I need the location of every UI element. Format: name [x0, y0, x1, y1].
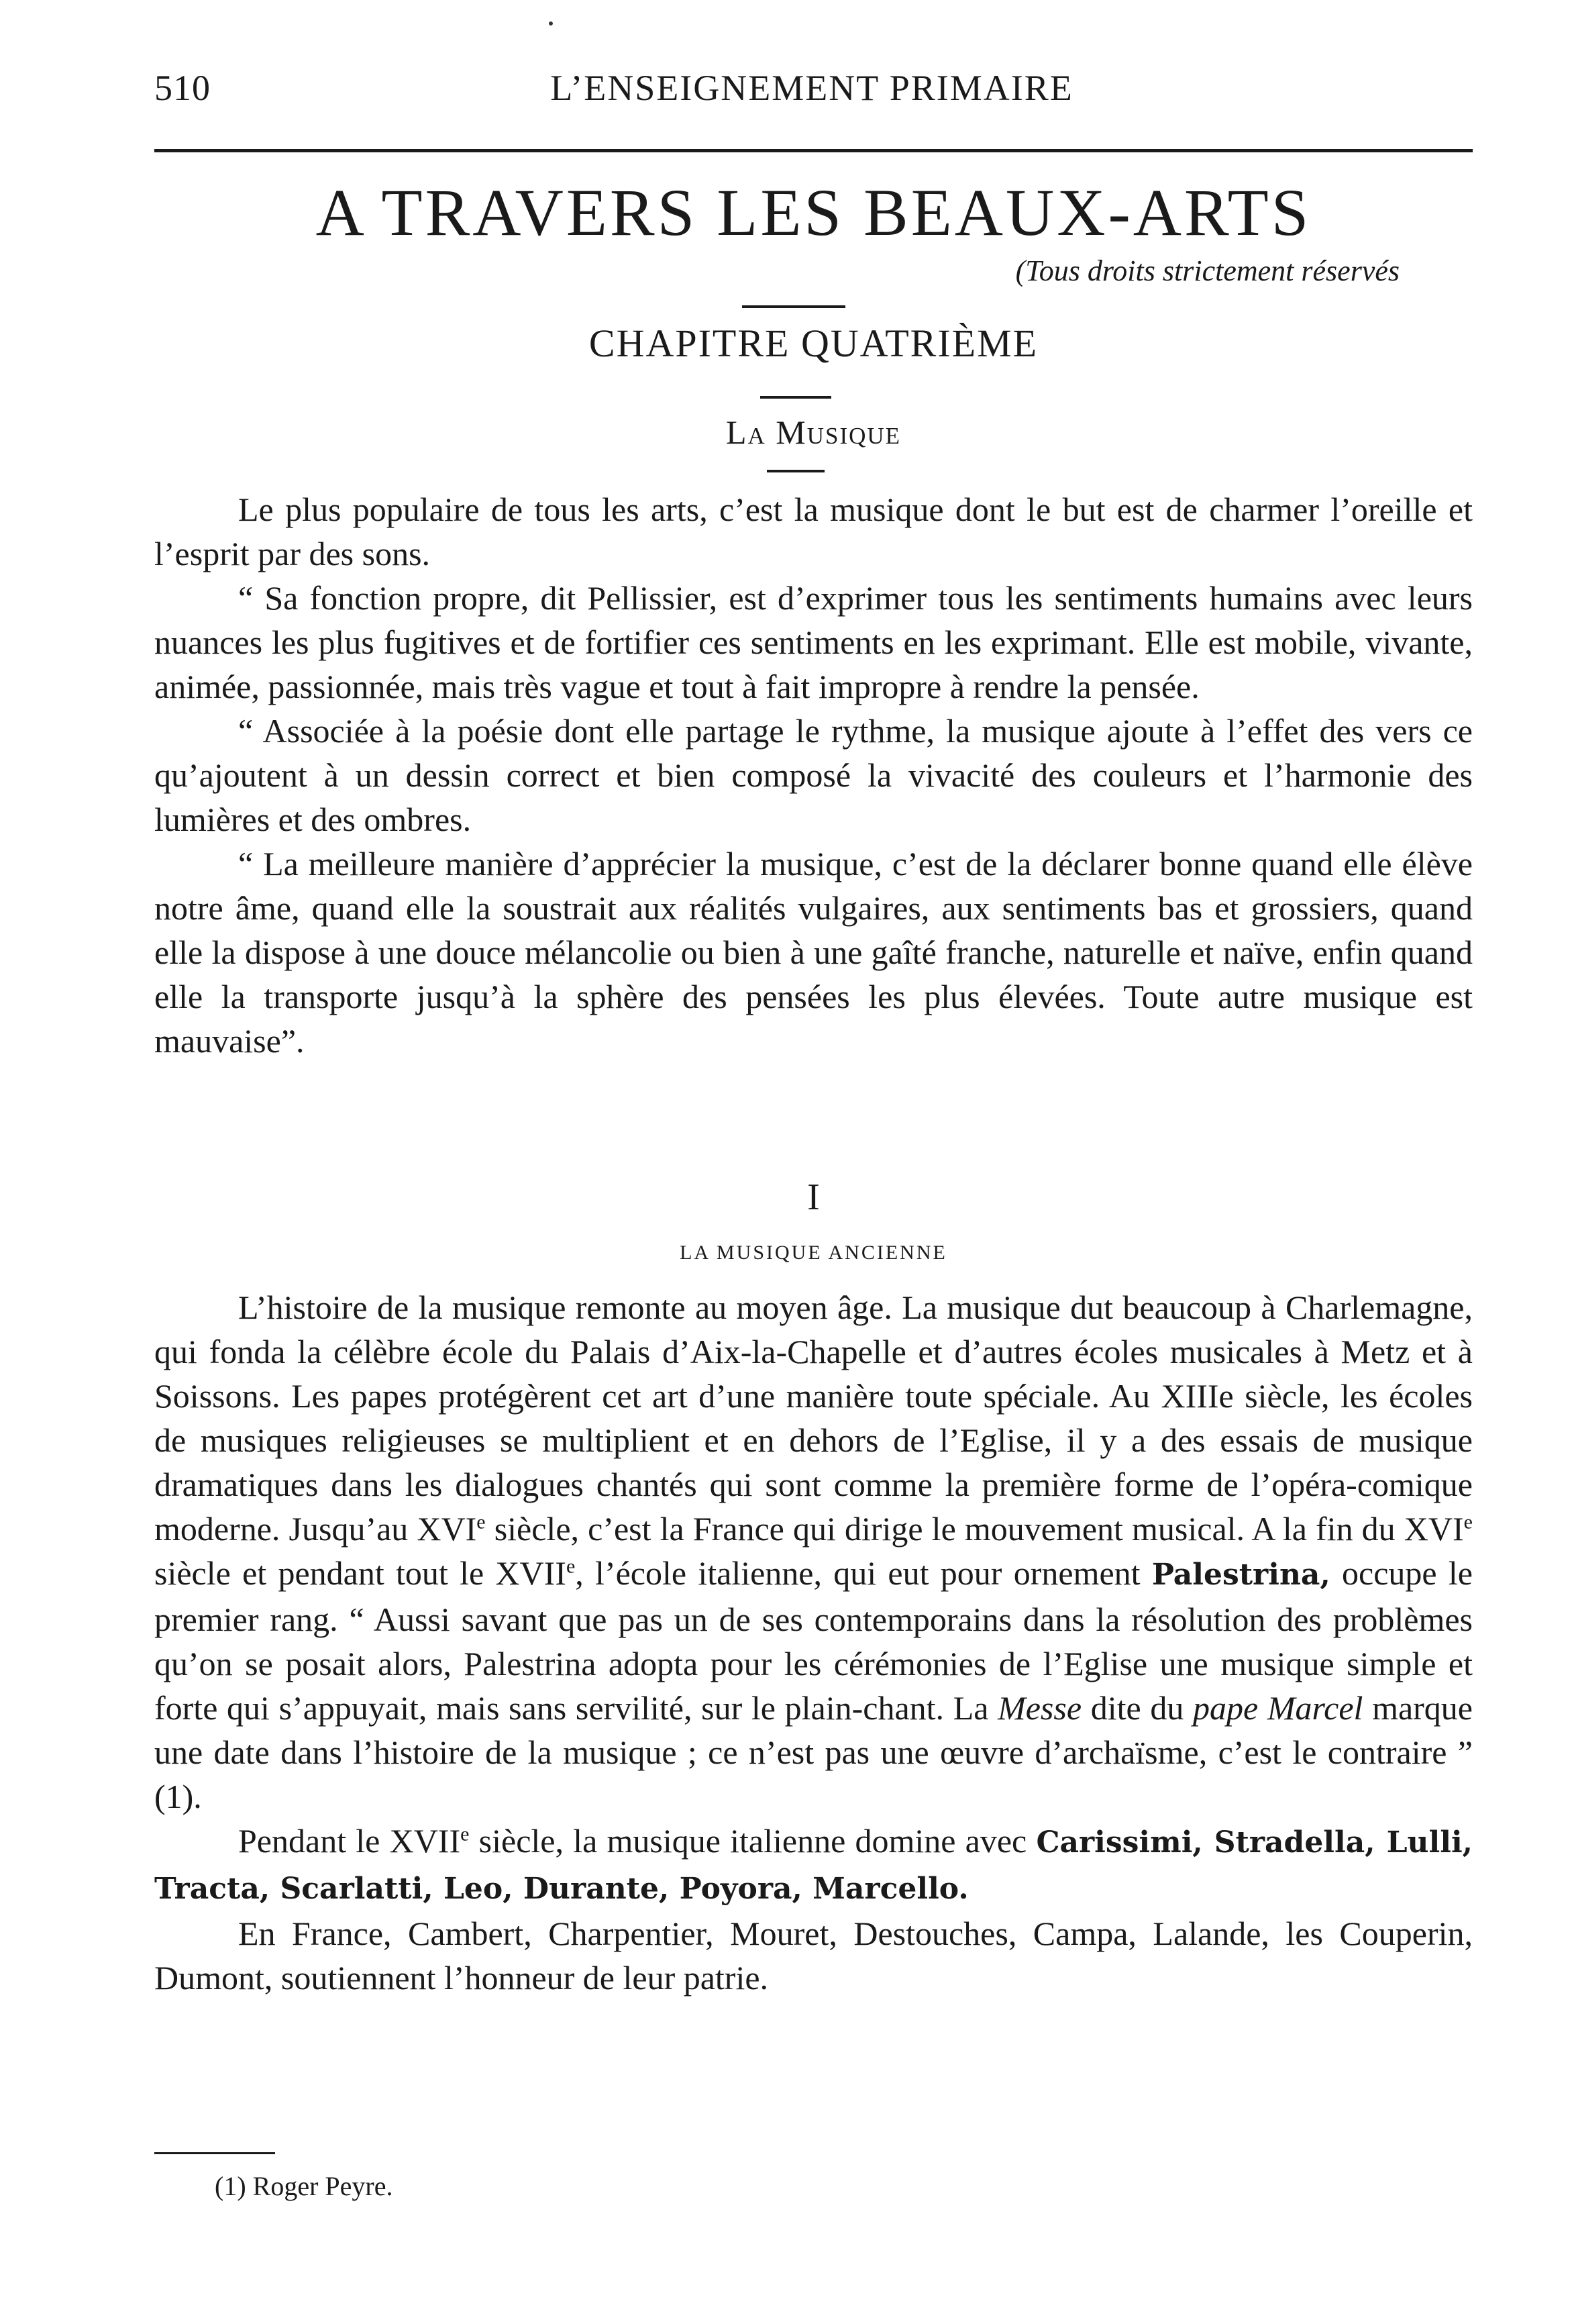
footnote-rule — [154, 2152, 275, 2154]
paragraph: “ La meilleure manière d’apprécier la musique, c’est de la déclarer bonne quand elle élève notre âme, quand elle la soustrait aux réalités vulgaires, aux sentiments bas et grossiers, quand elle la dispose à une douce mélancolie ou bien à une gaîté franche, naturelle et naïve, enfin quand elle la transporte jusqu’à la sphère des pensées les plus élevées. Toute autre musique est mauvaise”. — [154, 845, 1473, 1060]
ink-speck — [549, 21, 553, 26]
history-text — [154, 1285, 1473, 2000]
paragraph: En France, Cambert, Charpentier, Mouret, Destouches, Campa, Lalande, les Couperin, Dumont, soutiennent l’honneur de leur patrie. — [154, 1915, 1473, 1997]
paragraph: Pendant le XVIIe siècle, la musique italienne domine avec Carissimi, Stradella, Lulli, Tracta, Scarlatti, Leo, Durante, Poyora, Marcello. — [154, 1822, 1473, 1906]
header-rule — [154, 149, 1473, 152]
running-title: L’ENSEIGNEMENT PRIMAIRE — [550, 68, 1073, 108]
part-heading: LA MUSIQUE ANCIENNE — [680, 1242, 947, 1264]
work-title: Messe — [998, 1689, 1082, 1727]
composer-list: Carissimi, Stradella, Lulli, Tracta, Scarlatti, Leo, Durante, Poyora, Marcello. — [154, 1825, 1473, 1906]
page-header — [154, 67, 1469, 121]
paragraph: Le plus populaire de tous les arts, c’est la musique dont le but est de charmer l’oreille et l’esprit par des sons. — [154, 491, 1473, 572]
section-divider — [767, 470, 825, 472]
page-number: 510 — [154, 68, 211, 108]
pope-name: pape Marcel — [1193, 1689, 1363, 1727]
chapter-divider — [760, 396, 831, 399]
composer-name: Palestrina, — [1151, 1558, 1330, 1592]
paragraph: “ Associée à la poésie dont elle partage le rythme, la musique ajoute à l’effet des vers ce qu’ajoutent à un dessin correct et bien composé la vivacité des couleurs et l’harmonie des lumières et des ombres. — [154, 712, 1473, 838]
intro-text — [154, 487, 1473, 1063]
paragraph: “ Sa fonction propre, dit Pellissier, est d’exprimer tous les sentiments humains avec leurs nuances les plus fugitives et de fortifier ces sentiments en les exprimant. Elle est mobile, vivante, animée, passionnée, mais très vague et tout à fait impropre à rendre la pensée. — [154, 579, 1473, 705]
rights-notice: (Tous droits strictement réservés — [1015, 254, 1400, 287]
section-heading: La Musique — [725, 413, 902, 451]
title-divider — [742, 305, 845, 308]
chapter-heading: CHAPITRE QUATRIÈME — [588, 321, 1039, 365]
paragraph: L’histoire de la musique remonte au moyen âge. La musique dut beaucoup à Charlemagne, qui fonda la célèbre école du Palais d’Aix-la-Chapelle et d’autres écoles musicales à Metz et à Soissons. Les papes protégèrent cet art d’une manière toute spéciale. Au XIIIe siècle, les écoles de musiques religieuses se multiplient et en dehors de l’Eglise, il y a des essais de musique dramatiques dans les dialogues chantés qui sont comme la première forme de l’opéra-comique moderne. Jusqu’au XVIe siècle, c’est la France qui dirige le mouvement musical. A la fin du XVIe siècle et pendant tout le XVIIe, l’école italienne, qui eut pour ornement Palestrina, occupe le premier rang. “ Aussi savant que pas un de ses contemporains dans la résolution des problèmes qu’on se posait alors, Palestrina adopta pour les cérémonies de l’Eglise une musique simple et forte qui s’appuyait, mais sans servilité, sur le plain-chant. La Messe dite du pape Marcel marque une date dans l’histoire de la musique ; ce n’est pas une œuvre d’archaïsme, c’est le contraire ” (1). — [154, 1289, 1473, 1815]
footnote: (1) Roger Peyre. — [215, 2171, 393, 2201]
part-numeral: I — [807, 1176, 820, 1218]
article-title: A TRAVERS LES BEAUX-ARTS — [315, 175, 1312, 250]
